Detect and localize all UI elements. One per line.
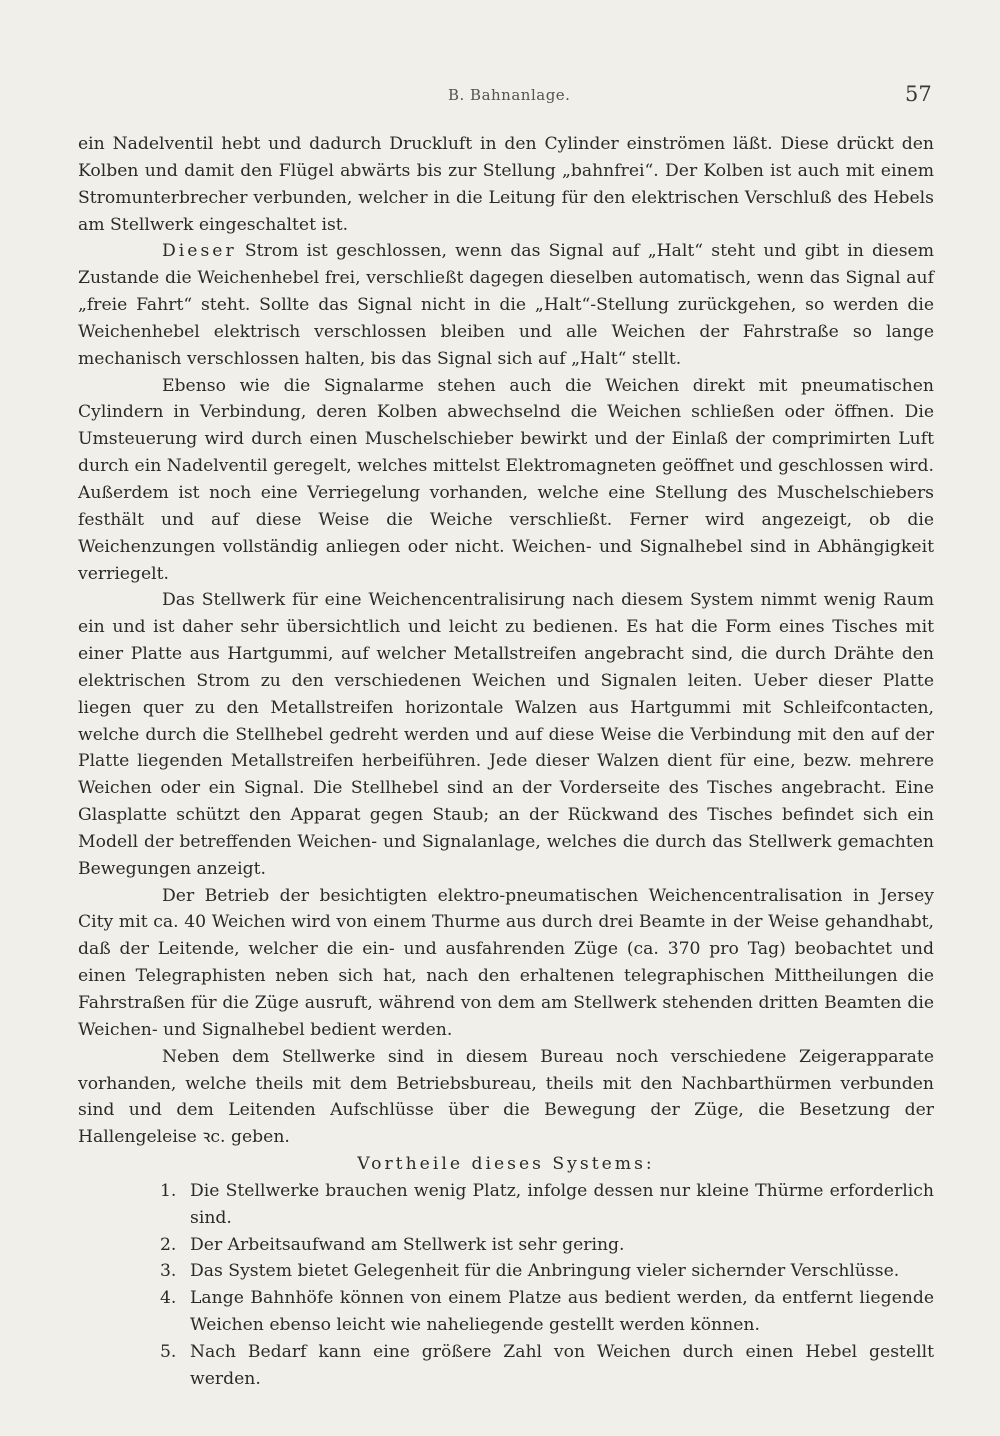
- list-item-number: 1.: [160, 1180, 177, 1201]
- advantages-list: [78, 1178, 934, 1393]
- list-item: [78, 1232, 934, 1259]
- paragraph-6: Neben dem Stellwerke sind in diesem Bureau noch verschiedene Zeigerapparate vorhanden, welche theils mit dem Betriebsbureau, theils mit den Nachbarthürmen verbunden sind und dem Leitenden Aufschlüsse über die Bewegung der Züge, die Besetzung der Hallengeleise ꝛc. geben.: [78, 1046, 934, 1148]
- paragraph-5: Der Betrieb der besichtigten elektro-pneumatischen Weichencentralisation in Jersey City mit ca. 40 Weichen wird von einem Thurme aus durch drei Beamte in der Weise gehandhabt, daß der Leitende, welcher die ein- und ausfahrenden Züge (ca. 370 pro Tag) beobachtet und einen Telegraphisten neben sich hat, nach den erhaltenen telegraphischen Mittheilungen die Fahrstraßen für die Züge ausruft, während von dem am Stellwerk stehenden dritten Beamten die Weichen- und Signalhebel bedient werden.: [78, 885, 934, 1040]
- list-item-text: Der Arbeitsaufwand am Stellwerk ist sehr gering.: [190, 1234, 625, 1255]
- list-item-number: 4.: [160, 1288, 177, 1309]
- list-item: [78, 1339, 934, 1393]
- list-item-text: Lange Bahnhöfe können von einem Platze aus bedient werden, da entfernt liegende Weichen ebenso leicht wie naheliegende gestellt werden können.: [190, 1288, 934, 1336]
- list-item-number: 3.: [160, 1261, 177, 1282]
- list-item-text: Die Stellwerke brauchen wenig Platz, infolge dessen nur kleine Thürme erforderlich sind.: [190, 1180, 934, 1228]
- paragraph-2-text: Strom ist geschlossen, wenn das Signal auf „Halt“ steht und gibt in diesem Zustande die Weichenhebel frei, verschließt dagegen dieselben automatisch, wenn das Signal auf „freie Fahrt“ steht. Sollte das Signal nicht in die „Halt“-Stellung zurückgehen, so werden die Weichenhebel elektrisch verschlossen bleiben und alle Weichen der Fahrstraße so lange mechanisch verschlossen halten, bis das Signal sich auf „Halt“ stellt.: [78, 241, 934, 369]
- list-item-number: 5.: [160, 1341, 177, 1362]
- paragraph-2-lead: Dieser: [162, 241, 237, 262]
- body-text: [78, 131, 934, 1393]
- advantages-heading: Vortheile dieses Systems:: [357, 1154, 655, 1175]
- paragraph-3: Ebenso wie die Signalarme stehen auch die Weichen direkt mit pneumatischen Cylindern in Verbindung, deren Kolben abwechselnd die Weichen schließen oder öffnen. Die Umsteuerung wird durch einen Muschelschieber bewirkt und der Einlaß der comprimirten Luft durch ein Nadelventil geregelt, welches mittelst Elektromagneten geöffnet und geschlossen wird. Außerdem ist noch eine Verriegelung vorhanden, welche eine Stellung des Muschelschiebers festhält und auf diese Weise die Weiche verschließt. Ferner wird angezeigt, ob die Weichenzungen vollständig anliegen oder nicht. Weichen- und Signalhebel sind in Abhängigkeit verriegelt.: [78, 375, 934, 584]
- list-item-text: Nach Bedarf kann eine größere Zahl von Weichen durch einen Hebel gestellt werden.: [190, 1341, 934, 1389]
- list-item: [78, 1285, 934, 1339]
- running-head: [0, 82, 1000, 110]
- list-item-text: Das System bietet Gelegenheit für die Anbringung vieler sichernder Verschlüsse.: [190, 1261, 900, 1282]
- paragraph-1: ein Nadelventil hebt und dadurch Druckluft in den Cylinder einströmen läßt. Diese drückt den Kolben und damit den Flügel abwärts bis zur Stellung „bahnfrei“. Der Kolben ist auch mit einem Stromunterbrecher verbunden, welcher in die Leitung für den elektrischen Verschluß des Hebels am Stellwerk eingeschaltet ist.: [78, 134, 934, 235]
- running-title: B. Bahnanlage.: [448, 86, 571, 104]
- page-number: 57: [905, 82, 932, 106]
- paragraph-2: [78, 238, 934, 372]
- list-item-number: 2.: [160, 1234, 177, 1255]
- list-item: [78, 1178, 934, 1232]
- list-item: [78, 1258, 934, 1285]
- paragraph-4: Das Stellwerk für eine Weichencentralisirung nach diesem System nimmt wenig Raum ein und ist daher sehr übersichtlich und leicht zu bedienen. Es hat die Form eines Tisches mit einer Platte aus Hartgummi, auf welcher Metallstreifen angebracht sind, die durch Drähte den elektrischen Strom zu den verschiedenen Weichen und Signalen leiten. Ueber dieser Platte liegen quer zu den Metallstreifen horizontale Walzen aus Hartgummi mit Schleifcontacten, welche durch die Stellhebel gedreht werden und auf diese Weise die Verbindung mit den auf der Platte liegenden Metallstreifen herbeiführen. Jede dieser Walzen dient für eine, bezw. mehrere Weichen oder ein Signal. Die Stellhebel sind an der Vorderseite des Tisches angebracht. Eine Glasplatte schützt den Apparat gegen Staub; an der Rückwand des Tisches befindet sich ein Modell der betreffenden Weichen- und Signalanlage, welches die durch das Stellwerk gemachten Bewegungen anzeigt.: [78, 590, 934, 879]
